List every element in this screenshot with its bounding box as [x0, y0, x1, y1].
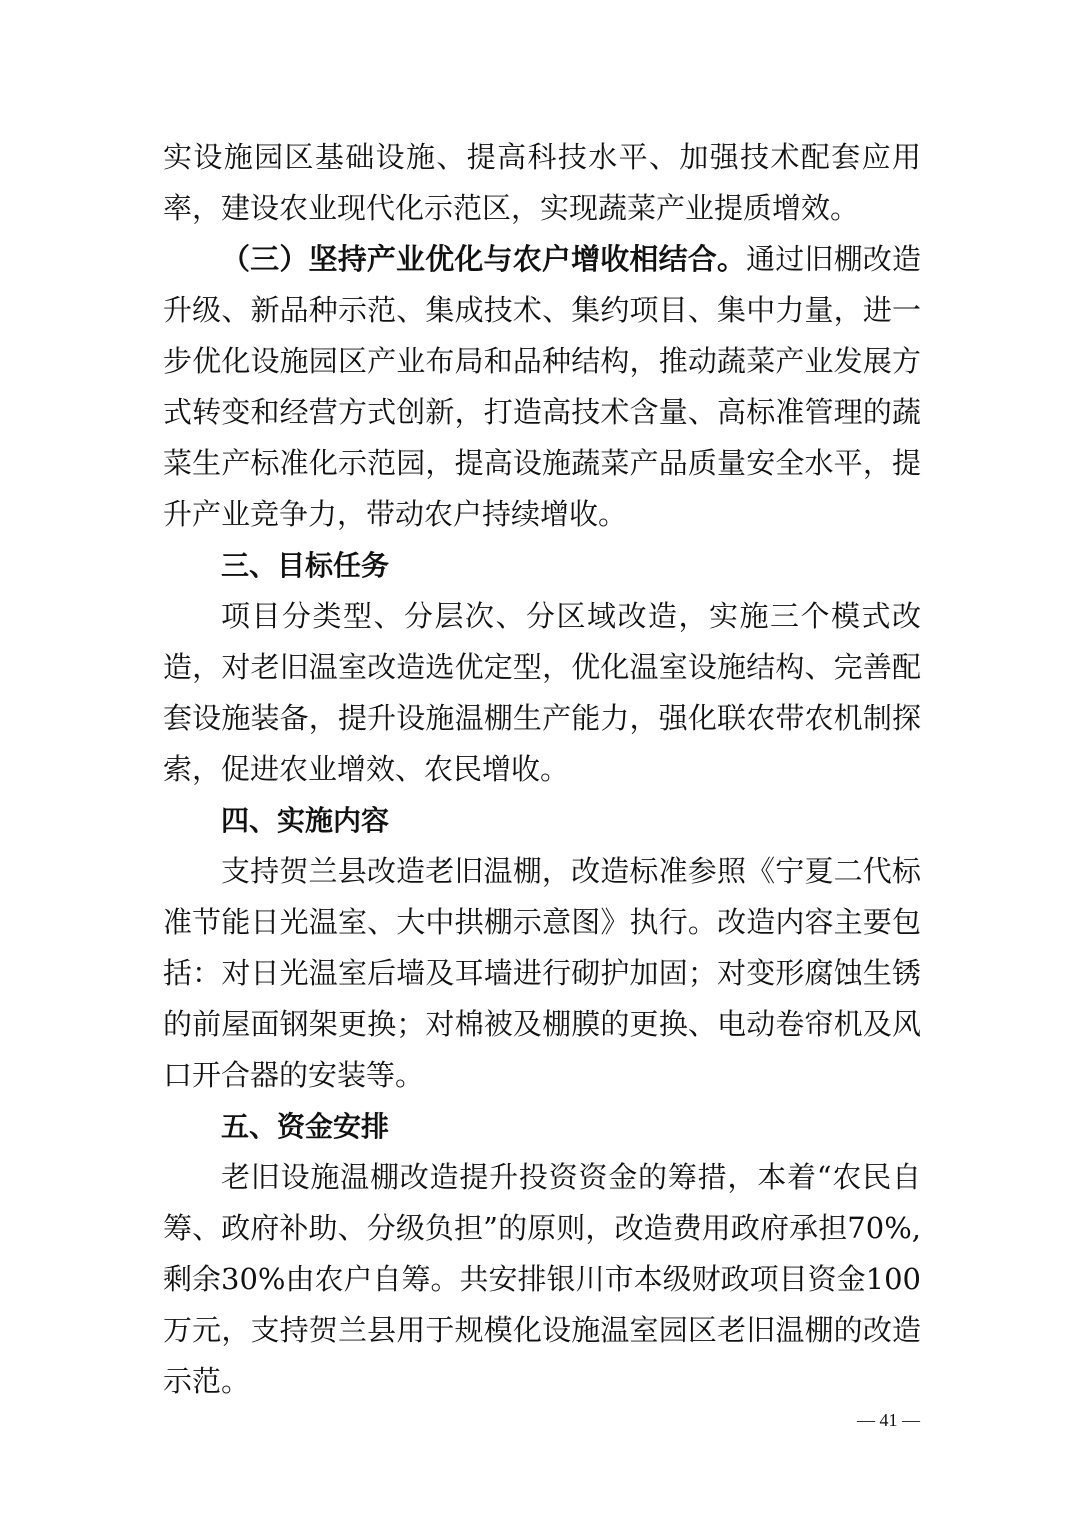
- section-heading-content: 四、实施内容: [221, 804, 390, 837]
- document-body: [163, 132, 921, 1407]
- paragraph-continuation: 实设施园区基础设施、提高科技水平、加强技术配套应用率，建设农业现代化示范区，实现蔬菜产业提质增效。: [163, 140, 921, 225]
- paragraph-funding: 老旧设施温棚改造提升投资资金的筹措，本着“农民自筹、政府补助、分级负担”的原则，改造费用政府承担70%,剩余30%由农户自筹。共安排银川市本级财政项目资金100万元，支持贺兰县用于规模化设施温室园区老旧温棚的改造示范。: [163, 1160, 921, 1398]
- paragraph-goals: 项目分类型、分层次、分区域改造，实施三个模式改造，对老旧温室改造选优定型，优化温室设施结构、完善配套设施装备，提升设施温棚生产能力，强化联农带农机制探索，促进农业增效、农民增收。: [163, 599, 921, 786]
- principle-three-lead: （三）坚持产业优化与农户增收相结合。: [221, 242, 747, 276]
- principle-three-text: 通过旧棚改造升级、新品种示范、集成技术、集约项目、集中力量，进一步优化设施园区产业布局和品种结构，推动蔬菜产业发展方式转变和经营方式创新，打造高技术含量、高标准管理的蔬菜生产标准化示范园，提高设施蔬菜产品质量安全水平，提升产业竞争力，带动农户持续增收。: [163, 242, 921, 531]
- paragraph-principle-three: [163, 234, 921, 540]
- section-heading-goals: 三、目标任务: [221, 549, 390, 582]
- paragraph-content: 支持贺兰县改造老旧温棚，改造标准参照《宁夏二代标准节能日光温室、大中拱棚示意图》执行。改造内容主要包括：对日光温室后墙及耳墙进行砌护加固；对变形腐蚀生锈的前屋面钢架更换；对棉被及棚膜的更换、电动卷帘机及风口开合器的安装等。: [163, 854, 921, 1092]
- section-heading-funding: 五、资金安排: [221, 1110, 390, 1143]
- page-number: — 41 —: [857, 1410, 920, 1430]
